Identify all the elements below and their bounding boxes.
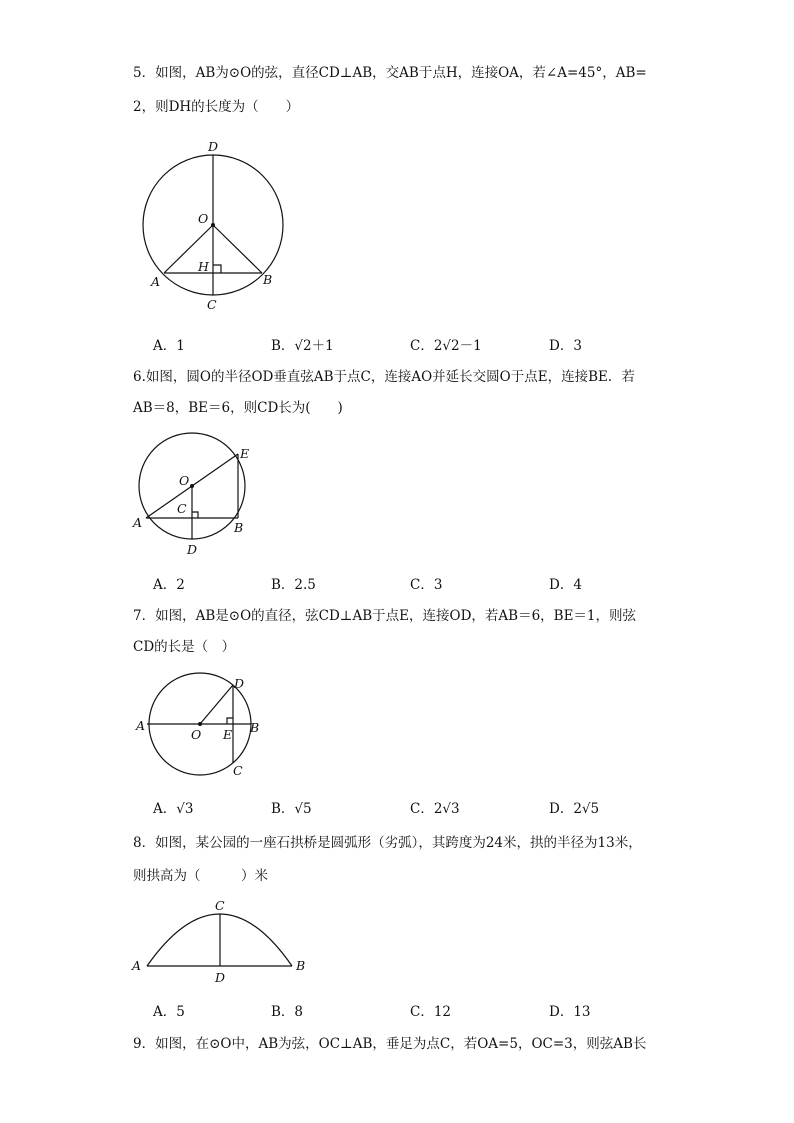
q5-option-a: A．1 [153,338,185,354]
q7-option-a: A．√3 [153,801,194,817]
q6-label-A: A [133,515,143,530]
q7-figure [133,673,268,783]
q6-label-E: E [240,446,250,461]
q7-label-B: B [250,720,260,735]
q5-option-b: B．√2＋1 [271,338,334,354]
q8-option-a: A．5 [153,1004,185,1020]
q6-option-a: A．2 [153,577,185,593]
q6-option-d: D．4 [549,577,582,593]
q8-stem-line2: 则拱高为（ ）米 [133,868,268,884]
q7-option-d: D．2√5 [549,801,600,817]
q5-label-C: C [207,297,217,312]
q5-option-d: D．3 [549,338,582,354]
q6-label-O: O [179,473,190,488]
q7-label-A: A [136,718,146,733]
q8-option-c: C．12 [410,1004,452,1020]
q5-label-B: B [263,272,273,287]
q7-label-D: D [234,676,245,691]
q7-stem-line1: 7．如图，AB是⊙O的直径，弦CD⊥AB于点E，连接OD，若AB＝6，BE＝1，则弦 [133,608,637,624]
q6-label-C: C [177,501,187,516]
q6-label-D: D [187,542,198,557]
q6-stem-line2: AB＝8，BE＝6，则CD长为( ) [133,400,343,416]
q6-figure [130,432,260,562]
q6-option-b: B．2.5 [271,577,316,593]
q5-label-D: D [208,139,219,154]
q6-stem-line1: 6.如图，圆O的半径OD垂直弦AB于点C，连接AO并延长交圆O于点E，连接BE．若 [133,369,635,385]
q7-option-c: C．2√3 [410,801,460,817]
q7-option-b: B．√5 [271,801,312,817]
q5-option-c: C．2√2－1 [410,338,482,354]
q5-label-A: A [151,274,161,289]
q5-stem-line1: 5．如图，AB为⊙O的弦，直径CD⊥AB，交AB于点H，连接OA，若∠A=45°，AB= [133,65,647,81]
q8-stem-line1: 8．如图，某公园的一座石拱桥是圆弧形（劣弧），其跨度为24米，拱的半径为13米， [133,835,642,851]
q6-label-B: B [234,520,244,535]
q7-stem-line2: CD的长是（ ） [133,639,236,655]
q8-label-A: A [132,958,142,973]
q5-label-O: O [198,211,209,226]
q8-label-B: B [296,958,306,973]
q9-stem-line1: 9．如图，在⊙O中，AB为弦，OC⊥AB，垂足为点C，若OA=5，OC=3，则弦AB长 [133,1036,647,1052]
q8-option-d: D．13 [549,1004,591,1020]
q5-label-H: H [198,259,209,274]
q6-option-c: C．3 [410,577,443,593]
q7-label-O: O [191,727,202,742]
q5-figure [135,138,295,313]
q8-figure [128,898,313,988]
q5-stem-line2: 2，则DH的长度为（ ） [133,99,300,115]
q7-label-E: E [223,727,233,742]
q8-option-b: B．8 [271,1004,304,1020]
q8-label-D: D [215,970,226,985]
q8-label-C: C [215,898,225,913]
q7-label-C: C [233,763,243,778]
